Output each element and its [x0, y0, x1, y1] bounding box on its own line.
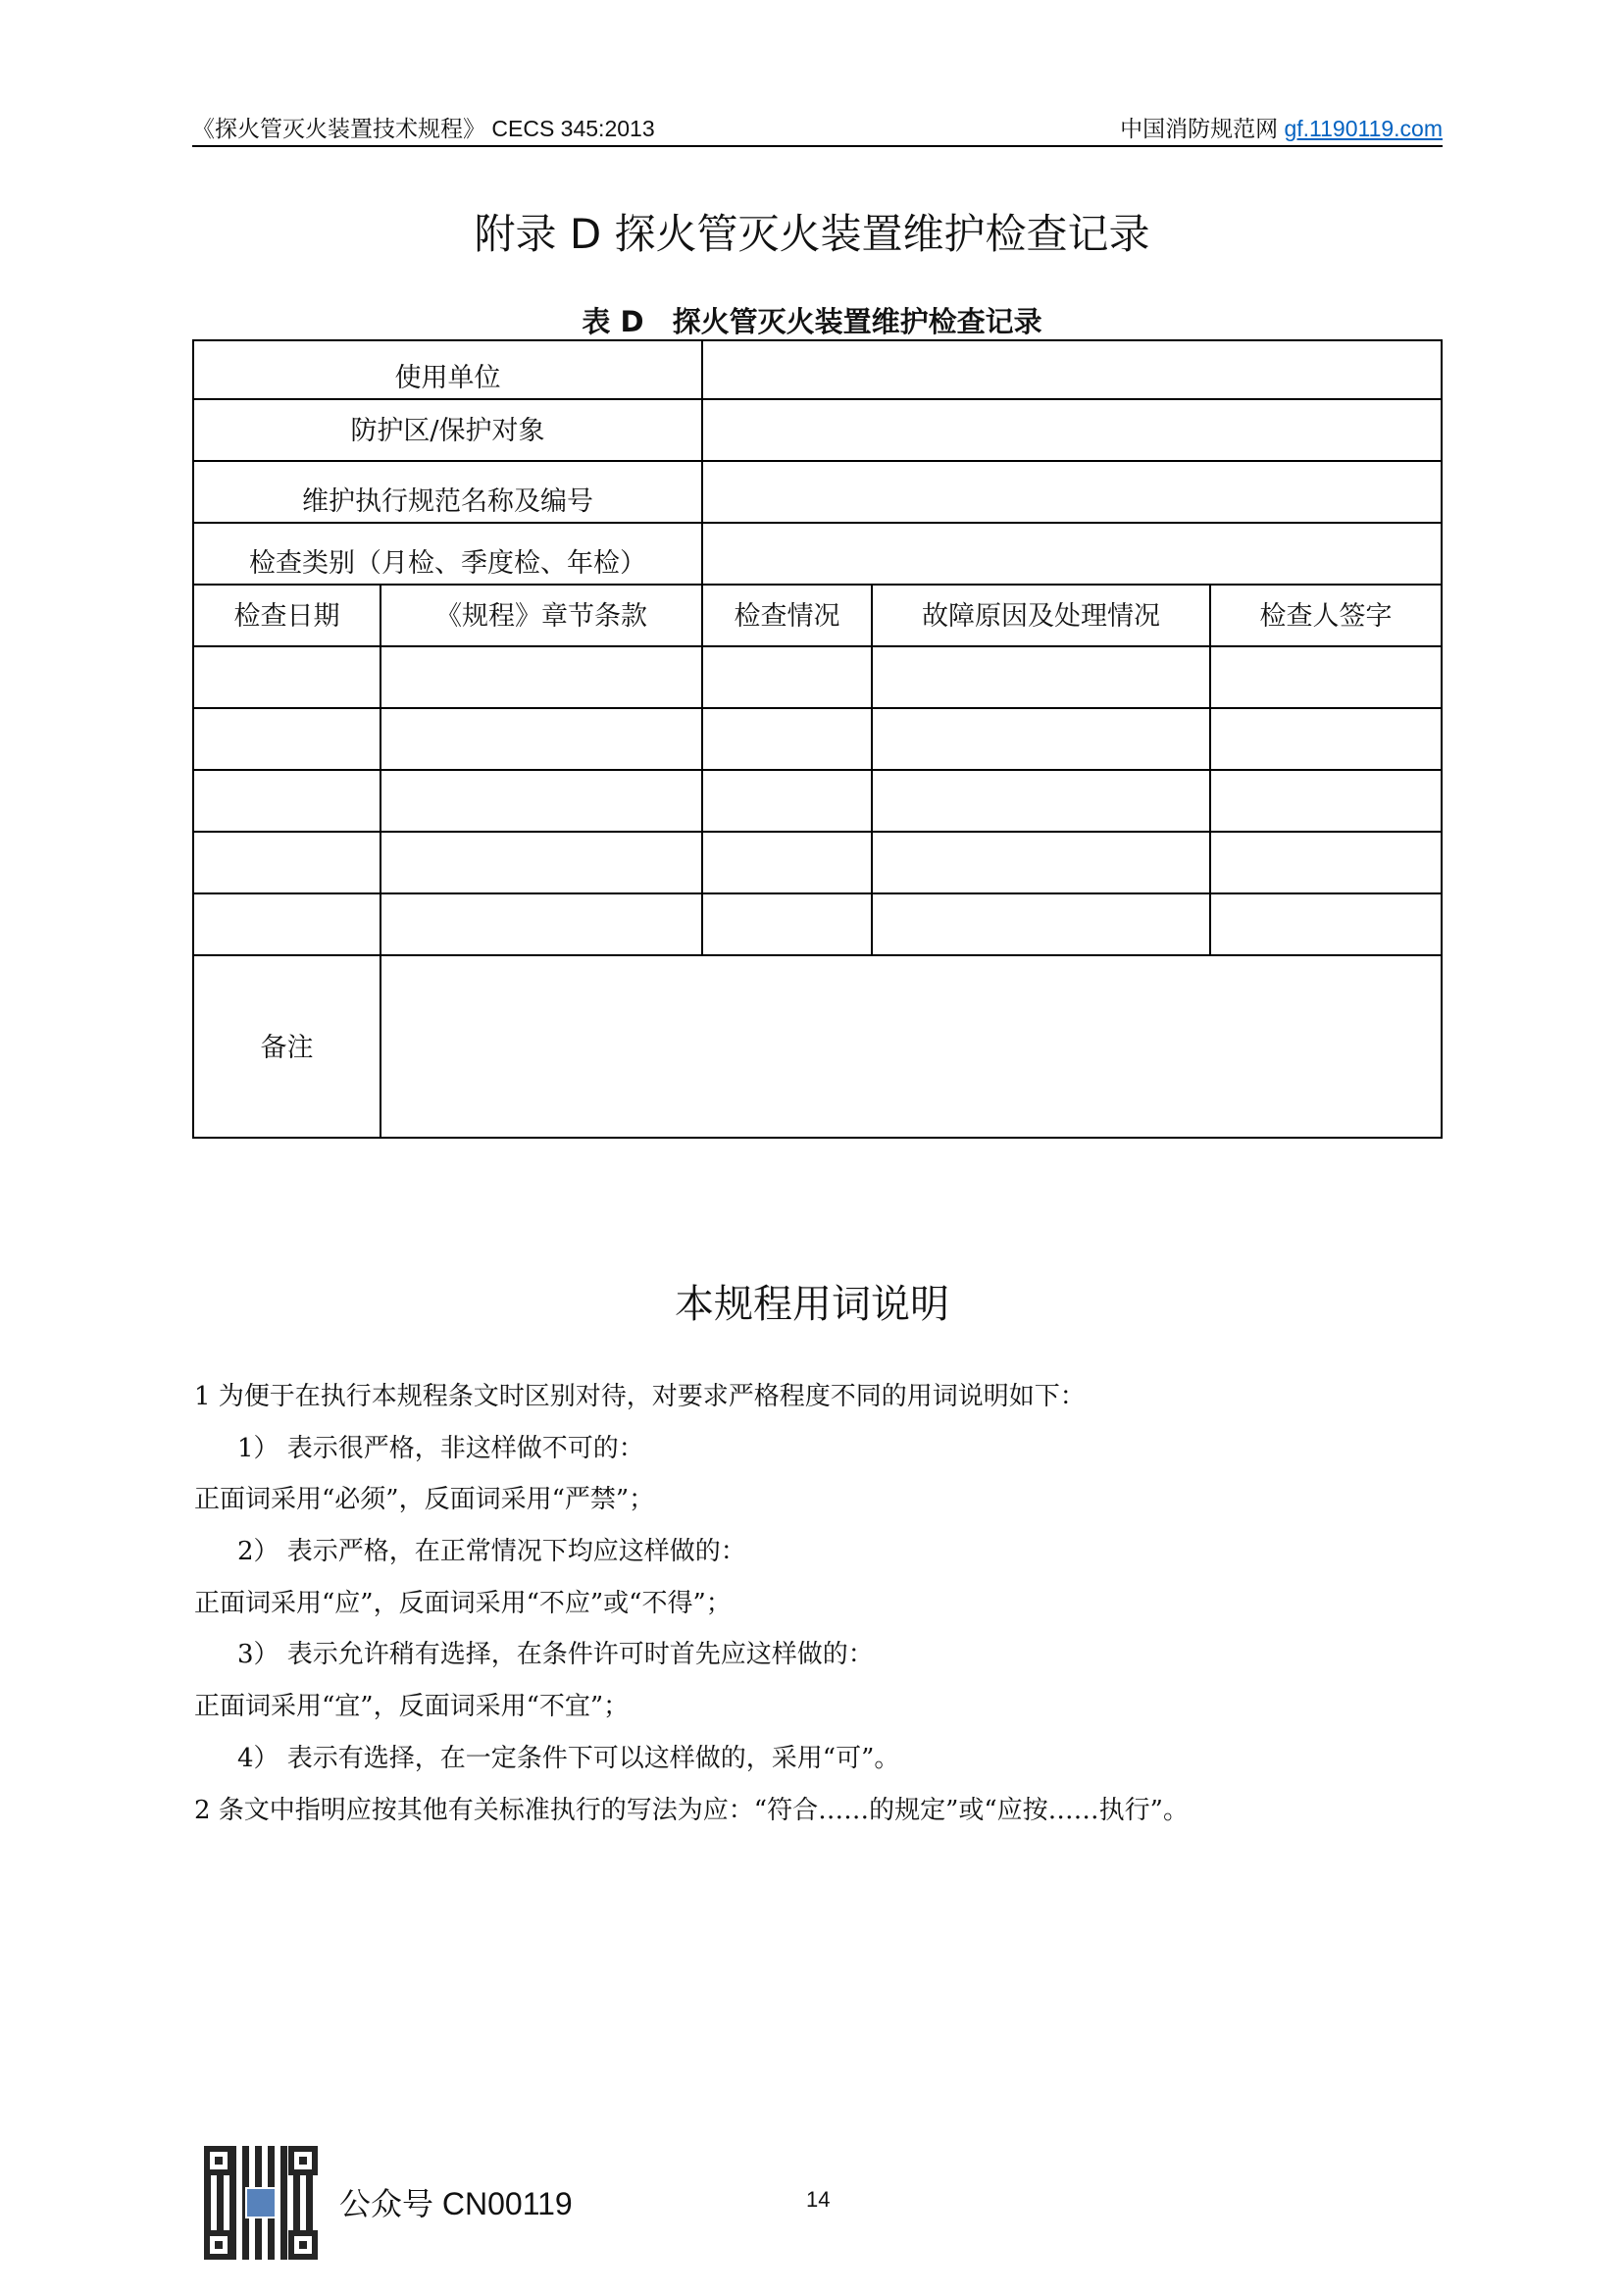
info-value[interactable]: [702, 461, 1442, 523]
column-header: 故障原因及处理情况: [872, 585, 1210, 646]
site-name: 中国消防规范网: [1120, 116, 1279, 141]
cell[interactable]: [381, 770, 702, 832]
table-row: [193, 708, 1442, 770]
paragraph: 2） 表示严格，在正常情况下均应这样做的：: [237, 1537, 746, 1567]
column-header: 《规程》章节条款: [381, 585, 702, 646]
inspection-record-table: [192, 339, 1443, 1139]
header-site: [1120, 111, 1443, 143]
cell[interactable]: [381, 832, 702, 893]
cell[interactable]: [702, 832, 872, 893]
cell[interactable]: [1210, 893, 1442, 955]
table-row: [193, 893, 1442, 955]
site-link[interactable]: gf.1190119.com: [1284, 116, 1443, 141]
cell[interactable]: [381, 893, 702, 955]
cell[interactable]: [702, 646, 872, 708]
cell[interactable]: [702, 893, 872, 955]
cell[interactable]: [872, 708, 1210, 770]
cell[interactable]: [1210, 708, 1442, 770]
cell[interactable]: [1210, 646, 1442, 708]
page-header: [192, 118, 1443, 147]
table-row: [193, 832, 1442, 893]
cell[interactable]: [872, 893, 1210, 955]
remarks-value[interactable]: [381, 955, 1442, 1138]
header-doc-title: 《探火管灭火装置技术规程》 CECS 345:2013: [192, 116, 655, 141]
cell[interactable]: [702, 708, 872, 770]
column-header: 检查人签字: [1210, 585, 1442, 646]
wechat-account: 公众号 CN00119: [339, 2186, 573, 2221]
cell[interactable]: [381, 708, 702, 770]
paragraph: 正面词采用“宜”，反面词采用“不宜”；: [194, 1692, 630, 1722]
cell[interactable]: [1210, 832, 1442, 893]
column-header: 检查情况: [702, 585, 872, 646]
cell[interactable]: [702, 770, 872, 832]
info-value[interactable]: [702, 399, 1442, 461]
terms-explanation: [194, 1371, 1189, 1836]
qr-code-icon: [204, 2146, 318, 2260]
paragraph: 正面词采用“必须”，反面词采用“严禁”；: [194, 1485, 655, 1515]
remarks-label: 备注: [193, 955, 381, 1138]
info-value[interactable]: [702, 523, 1442, 585]
section-title: 本规程用词说明: [675, 1282, 949, 1327]
cell[interactable]: [872, 832, 1210, 893]
info-label: 检查类别（月检、季度检、年检）: [193, 523, 702, 585]
cell[interactable]: [193, 832, 381, 893]
info-label: 维护执行规范名称及编号: [193, 461, 702, 523]
info-label: 使用单位: [193, 340, 702, 399]
paragraph: 正面词采用“应”，反面词采用“不应”或“不得”；: [194, 1588, 732, 1618]
paragraph: 1 为便于在执行本规程条文时区别对待，对要求严格程度不同的用词说明如下：: [194, 1382, 1086, 1411]
cell[interactable]: [872, 646, 1210, 708]
paragraph: 1） 表示很严格，非这样做不可的：: [237, 1433, 644, 1463]
paragraph: 4） 表示有选择，在一定条件下可以这样做的，采用“可”。: [237, 1743, 900, 1773]
page-number: 14: [806, 2187, 831, 2212]
column-header: 检查日期: [193, 585, 381, 646]
cell[interactable]: [193, 708, 381, 770]
info-label: 防护区/保护对象: [193, 399, 702, 461]
paragraph: 2 条文中指明应按其他有关标准执行的写法为应：“符合……的规定”或“应按……执行”。: [194, 1795, 1189, 1825]
table-caption: 表 D 探火管灭火装置维护检查记录: [582, 305, 1042, 338]
table-row: [193, 646, 1442, 708]
cell[interactable]: [193, 770, 381, 832]
page-title: 附录 D 探火管灭火装置维护检查记录: [474, 210, 1150, 258]
cell[interactable]: [193, 646, 381, 708]
table-row: [193, 770, 1442, 832]
cell[interactable]: [381, 646, 702, 708]
cell[interactable]: [193, 893, 381, 955]
paragraph: 3） 表示允许稍有选择，在条件许可时首先应这样做的：: [237, 1640, 874, 1670]
info-value[interactable]: [702, 340, 1442, 399]
cell[interactable]: [1210, 770, 1442, 832]
cell[interactable]: [872, 770, 1210, 832]
